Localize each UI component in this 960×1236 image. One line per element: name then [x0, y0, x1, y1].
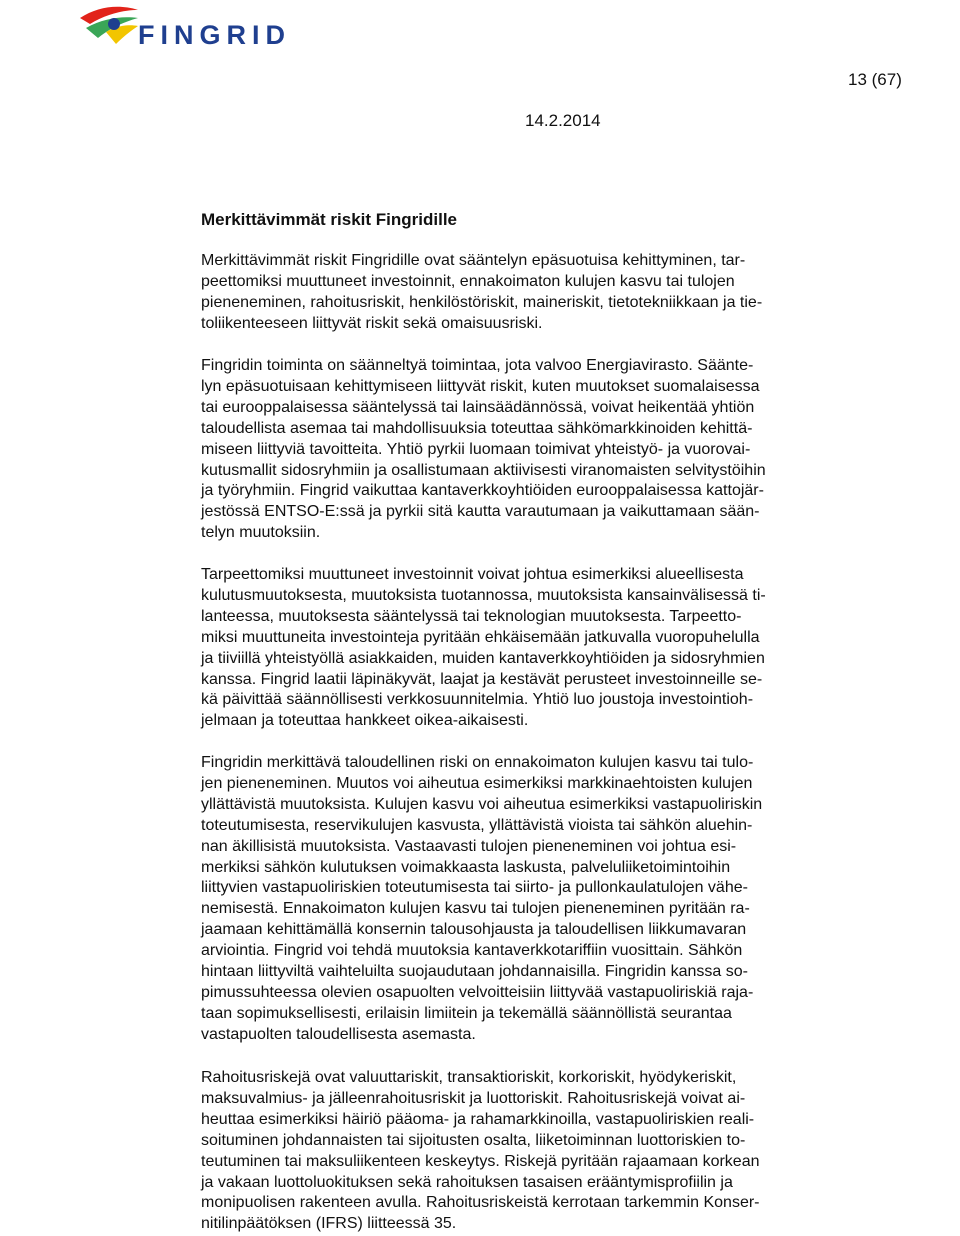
text-line: nan äkillisistä muutoksista. Vastaavasti tulojen pieneneminen voi johtua esi-: [201, 837, 737, 855]
text-line: miksi muuttuneita investointeja pyritään ehkäisemään jatkuvalla vuoropuhelulla: [201, 628, 760, 646]
text-line: miseen liittyviä tavoitteita. Yhtiö pyrkii luomaan toimivat yhteistyö- ja vuorovai-: [201, 440, 751, 458]
text-line: ja vakaan luottoluokituksen sekä rahoituksen tasaisen erääntymisprofiilin ja: [201, 1173, 733, 1191]
text-line: Fingridin merkittävä taloudellinen riski on ennakoimaton kulujen kasvu tai tulo-: [201, 754, 754, 771]
text-line: tai eurooppalaisessa sääntelyssä tai lainsäädännössä, voivat heikentää yhtiön: [201, 398, 755, 416]
text-line: arviointia. Fingrid voi tehdä muutoksia kantaverkkotariffiin vuosittain. Sähkön: [201, 942, 743, 960]
text-line: hintaan liittyviltä vaihteluilta suojaudutaan johdannaisilla. Fingridin kanssa so-: [201, 963, 748, 981]
text-line: maksuvalmius- ja jälleenrahoitusriskit ja luottoriskit. Rahoitusriskejä voivat ai-: [201, 1089, 746, 1107]
text-line: pimussuhteessa olevien osapuolten velvoitteisiin liittyvää vastapuoliriskiä raja-: [201, 983, 754, 1001]
text-line: Merkittävimmät riskit Fingridille ovat sääntelyn epäsuotuisa kehittyminen, tar-: [201, 252, 746, 269]
fingrid-logo: [76, 2, 296, 48]
text-line: heuttaa esimerkiksi häiriö pääoma- ja rahamarkkinoilla, vastapuoliriskien reali-: [201, 1110, 755, 1128]
text-line: kanssa. Fingrid laatii läpinäkyvät, laajat ja kestävät perusteet investoinneille se-: [201, 670, 763, 688]
text-line: jestössä ENTSO-E:ssä ja pyrkii sitä kautta varautumaan ja vaikuttamaan sään-: [201, 503, 760, 521]
text-line: merkiksi sähkön kulutuksen voimakkaasta laskusta, palveluliiketoimintoihin: [201, 858, 731, 876]
logo-wordmark: FINGRID: [138, 20, 291, 50]
text-line: lyn epäsuotuisaan kehittymiseen liittyvät riskit, kuten muutokset suomalaisessa: [201, 377, 760, 395]
text-line: kä päivittää säännöllisesti verkkosuunnitelmia. Yhtiö luo joustoja investointioh-: [201, 691, 754, 709]
paragraph-regulation: [201, 356, 766, 544]
text-line: nitilinpäätöksen (IFRS) liitteessä 35.: [201, 1215, 457, 1233]
text-line: taan sopimuksellisesti, erilaisin limiitein ja tekemällä säännöllistä seurantaa: [201, 1004, 732, 1022]
section-heading: Merkittävimmät riskit Fingridille: [201, 210, 458, 229]
text-line: pieneneminen, rahoitusriskit, henkilöstöriskit, maineriskit, tietotekniikkaan ja tie-: [201, 293, 763, 311]
text-line: Tarpeettomiksi muuttuneet investoinnit voivat johtua esimerkiksi alueellisesta: [201, 566, 744, 583]
text-line: Fingridin toiminta on säänneltyä toimintaa, jota valvoo Energiavirasto. Säänte-: [201, 357, 754, 374]
text-line: telyn muutoksiin.: [201, 524, 321, 542]
text-line: jaamaan kehittämällä konsernin talousohjausta ja taloudellisen liikkumavaran: [201, 921, 747, 939]
document-date: 14.2.2014: [525, 111, 601, 130]
paragraph-financial-risk: [201, 753, 762, 1046]
text-line: kutusmallit sidosryhmiin ja osallistumaan aktiivisesti viranomaisten selvitystöihin: [201, 461, 766, 479]
text-line: lanteessa, muutoksesta sääntelyssä tai teknologian muutoksesta. Tarpeetto-: [201, 607, 742, 625]
text-line: soituminen johdannaisten tai sijoitusten osalta, liiketoiminnan luottoriskien to-: [201, 1131, 746, 1149]
text-line: peettomiksi muuttuneet investoinnit, ennakoimaton kulujen kasvu tai tulojen: [201, 272, 735, 290]
text-line: ja työryhmiin. Fingrid vaikuttaa kantaverkkoyhtiöiden eurooppalaisessa kattojär-: [201, 482, 764, 500]
page-number: 13 (67): [848, 70, 902, 89]
text-line: toteutumisesta, reservikulujen kasvusta, yllättävistä vioista tai sähkön aluehin-: [201, 816, 753, 834]
text-line: taloudellista asemaa tai mahdollisuuksia toteuttaa sähkömarkkinoiden kehittä-: [201, 419, 753, 437]
text-line: nemisestä. Ennakoimaton kulujen kasvu tai tulojen pieneneminen pyritään ra-: [201, 900, 750, 918]
text-line: toliikenteeseen liittyvät riskit sekä omaisuusriski.: [201, 314, 543, 332]
text-line: monipuolisen rakenteen avulla. Rahoitusriskeistä kerrotaan tarkemmin Konser-: [201, 1194, 760, 1212]
text-line: liittyvien vastapuoliriskien toteutumisesta tai siirto- ja pullonkaulatulojen vähe-: [201, 879, 748, 897]
text-line: jen pieneneminen. Muutos voi aiheutua esimerkiksi markkinaehtoisten kulujen: [201, 774, 753, 792]
text-line: ja tiiviillä yhteistyöllä asiakkaiden, muiden kantaverkkoyhtiöiden ja sidosryhmien: [201, 649, 765, 667]
text-line: Rahoitusriskejä ovat valuuttariskit, transaktioriskit, korkoriskit, hyödykeriskit,: [201, 1069, 737, 1086]
text-line: kulutusmuutoksesta, muutoksista tuotannossa, muutoksista kansainvälisessä ti-: [201, 586, 766, 604]
text-line: teutuminen tai maksuliikenteen keskeytys. Riskejä pyritään rajaamaan korkean: [201, 1152, 760, 1170]
paragraph-investments: [201, 565, 766, 732]
text-line: vastapuolten taloudellisesta asemasta.: [201, 1025, 476, 1043]
text-line: jelmaan ja toteuttaa hankkeet oikea-aikaisesti.: [201, 712, 529, 730]
paragraph-funding-risks: [201, 1068, 760, 1235]
text-line: yllättävistä muutoksista. Kulujen kasvu voi aiheutua esimerkiksi vastapuoliriskin: [201, 795, 763, 813]
paragraph-intro: [201, 251, 762, 335]
